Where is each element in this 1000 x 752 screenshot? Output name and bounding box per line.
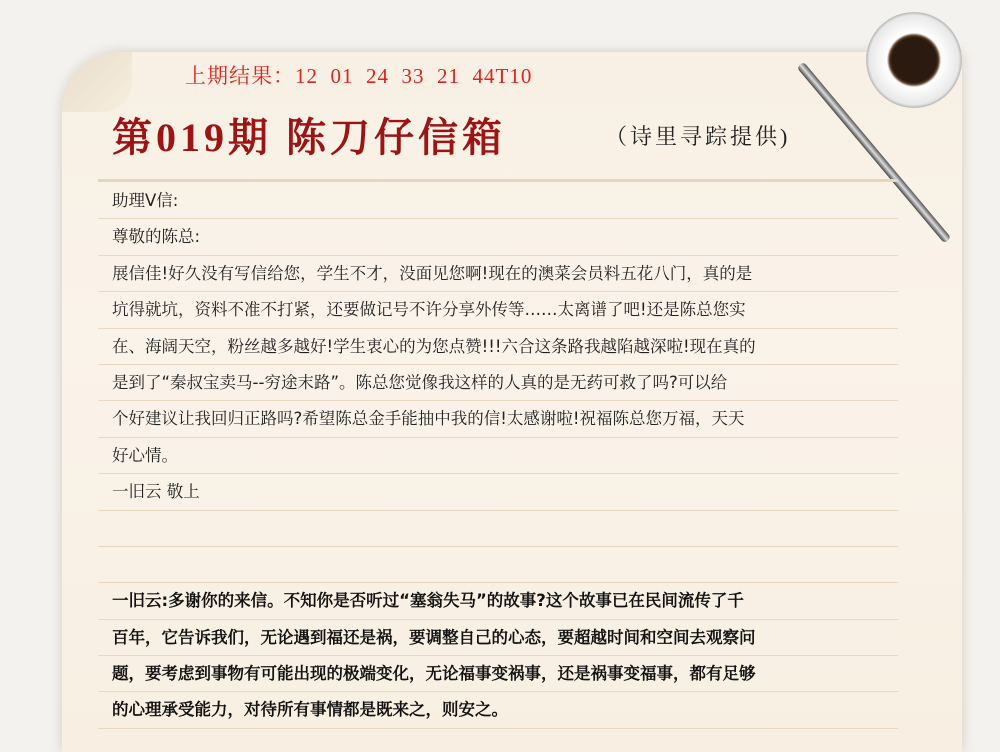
letter-signature: 一旧云 敬上 <box>98 474 898 510</box>
reply-line: 的心理承受能力，对待所有事情都是既来之，则安之。 <box>98 692 898 728</box>
divider <box>98 179 898 182</box>
reply-line: 百年，它告诉我们，无论遇到福还是祸，要调整自己的心态，要超越时间和空间去观察问 <box>98 620 898 656</box>
page-title: 第019期 陈刀仔信箱 <box>112 115 506 160</box>
letter-line: 展信佳!好久没有写信给您，学生不才，没面见您啊!现在的澳菜会员料五花八门，真的是 <box>98 256 898 292</box>
letter-line: 是到了“秦叔宝卖马--穷途末路”。陈总您觉像我这样的人真的是无药可救了吗?可以给 <box>98 365 898 401</box>
letter-body <box>98 183 898 729</box>
letter-line: 尊敬的陈总: <box>98 219 898 255</box>
last-result: 上期结果：12 01 24 33 21 44T10 <box>185 64 533 88</box>
credit-text: （诗里寻踪提供) <box>605 124 791 149</box>
blank-line <box>98 511 898 547</box>
letter-line: 坑得就坑，资料不准不打紧，还要做记号不许分享外传等……太离谱了吧!还是陈总您实 <box>98 292 898 328</box>
coffee-cup-icon <box>866 12 962 108</box>
reply-line: 题，要考虑到事物有可能出现的极端变化，无论福事变祸事，还是祸事变福事，都有足够 <box>98 656 898 692</box>
letter-line: 助理V信: <box>98 183 898 219</box>
paper-curl <box>62 52 132 112</box>
blank-line <box>98 547 898 583</box>
letter-line: 个好建议让我回归正路吗?希望陈总金手能抽中我的信!太感谢啦!祝福陈总您万福，天天 <box>98 401 898 437</box>
letter-line: 在、海阔天空，粉丝越多越好!学生衷心的为您点赞!!!六合这条路我越陷越深啦!现在真的 <box>98 329 898 365</box>
letter-line: 好心情。 <box>98 438 898 474</box>
reply-line: 一旧云:多谢你的来信。不知你是否听过“塞翁失马”的故事?这个故事已在民间流传了千 <box>98 583 898 619</box>
